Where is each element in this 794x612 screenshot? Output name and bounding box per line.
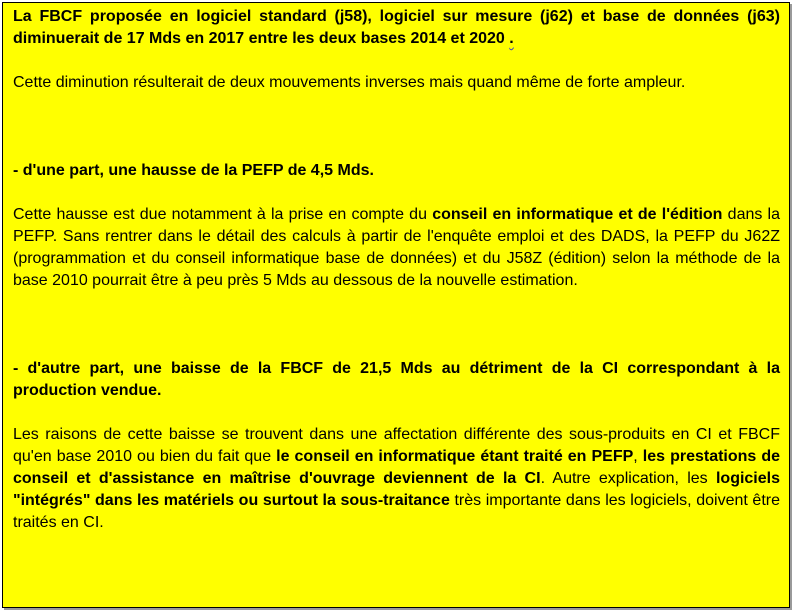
bold-run-logiciels-integres: logiciels "intégrés" dans les matériels ou surtout la sous-traitance	[13, 470, 780, 509]
text-run: Cette hausse est due notamment à la prise en compte du	[13, 206, 433, 223]
paragraph-two-movements: Cette diminution résulterait de deux mouvements inverses mais quand même de forte ampleur.	[13, 74, 686, 91]
blank-line	[13, 336, 780, 358]
paragraph-pefp-explanation	[13, 204, 780, 292]
text-run: . Autre explication, les	[540, 470, 716, 487]
blank-line	[13, 292, 780, 314]
paragraph-fbcf-reasons	[13, 424, 780, 534]
blank-line	[13, 182, 780, 204]
text-run: ,	[633, 448, 643, 465]
blank-line	[13, 116, 780, 138]
text-box	[2, 2, 790, 608]
paragraph-fbcf-summary	[13, 6, 780, 50]
heading-pefp-increase: - d'une part, une hausse de la PEFP de 4,5 Mds.	[13, 162, 374, 179]
bold-run-prestations-ci: les prestations de conseil et d'assistance en maîtrise d'ouvrage deviennent de la CI	[13, 448, 781, 487]
heading-fbcf-decrease: - d'autre part, une baisse de la FBCF de 21,5 Mds au détriment de la CI correspondant à la production vendue.	[13, 360, 780, 399]
bold-run-conseil-pefp: le conseil en informatique étant traité en PEFP	[276, 448, 634, 465]
text-run: dans la PEFP. Sans rentrer dans le détail des calculs à partir de l'enquête emploi et des DADS, la PEFP du J62Z (programmation et du conseil informatique base de données) et du J58Z (édition) selon la méthode de la base 2010 pourrait être à peu près 5 Mds au dessous de la nouvelle estimation.	[13, 206, 781, 289]
blank-line	[13, 314, 780, 336]
blank-line	[13, 402, 780, 424]
blank-line	[13, 94, 780, 116]
fbcf-summary-text: La FBCF proposée en logiciel standard (j58), logiciel sur mesure (j62) et base de données (j63) diminuerait de 17 Mds en 2017 entre les deux bases 2014 et 2020	[13, 8, 780, 47]
text-run: Les raisons de cette baisse se trouvent dans une affectation différente des sous-produits en CI et FBCF qu'en base 2010 ou bien du fait que	[13, 426, 780, 465]
blank-line	[13, 138, 780, 160]
spellcheck-underlined-period: .	[509, 30, 514, 47]
text-run: très importante dans les logiciels, doivent être traités en CI.	[13, 492, 780, 531]
blank-line	[13, 50, 780, 72]
bold-run-conseil-edition: conseil en informatique et de l'édition	[432, 206, 723, 223]
